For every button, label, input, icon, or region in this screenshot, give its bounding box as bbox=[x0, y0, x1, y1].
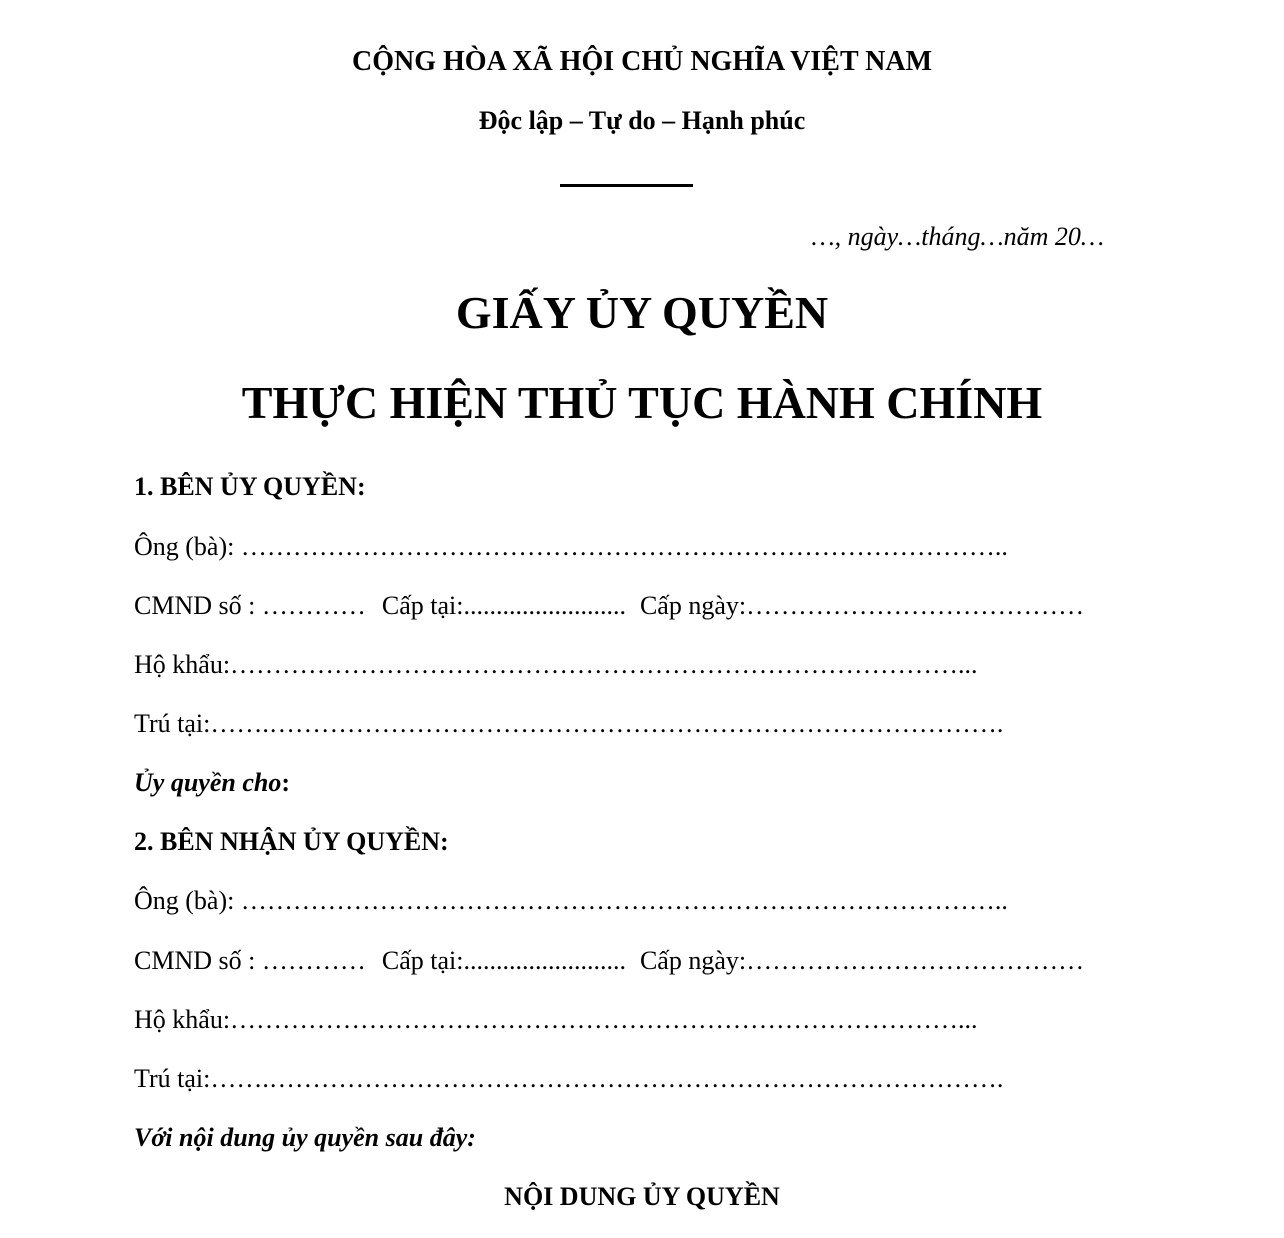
grantor-id-line bbox=[134, 591, 1084, 621]
content-heading: NỘI DUNG ỦY QUYỀN bbox=[504, 1182, 780, 1211]
national-motto: Độc lập – Tự do – Hạnh phúc bbox=[478, 106, 806, 135]
authorize-to-label: Ủy quyền cho bbox=[134, 768, 282, 797]
grantee-id-line bbox=[134, 946, 1084, 976]
grantee-id-date: Cấp ngày:………………………………… bbox=[639, 946, 1085, 975]
grantee-id-number: CMND số : ………… bbox=[134, 946, 366, 975]
section-heading-grantor: 1. BÊN ỦY QUYỀN: bbox=[134, 472, 366, 501]
grantor-name-line: Ông (bà): …………………………………………………………………………….. bbox=[134, 532, 1008, 561]
grantor-id-place: Cấp tại:......................... bbox=[381, 591, 626, 620]
grantor-id-date: Cấp ngày:………………………………… bbox=[639, 591, 1085, 620]
grantor-id-number: CMND số : ………… bbox=[134, 591, 366, 620]
document-subtitle: THỰC HIỆN THỦ TỤC HÀNH CHÍNH bbox=[241, 377, 1043, 428]
grantor-residence-line: Trú tại:…….…………………………………………………………………………. bbox=[134, 709, 1004, 738]
header-divider bbox=[560, 184, 693, 187]
grantee-name-line: Ông (bà): …………………………………………………………………………….. bbox=[134, 886, 1008, 915]
content-intro: Với nội dung ủy quyền sau đây: bbox=[134, 1123, 476, 1152]
grantee-residence-line: Trú tại:…….…………………………………………………………………………. bbox=[134, 1064, 1004, 1093]
authorize-to-line bbox=[134, 768, 290, 798]
grantor-household-line: Hộ khẩu:…………………………………………………………………………... bbox=[134, 650, 978, 679]
national-title: CỘNG HÒA XÃ HỘI CHỦ NGHĨA VIỆT NAM bbox=[351, 46, 933, 77]
grantee-household-line: Hộ khẩu:…………………………………………………………………………... bbox=[134, 1005, 978, 1034]
date-line: …, ngày…tháng…năm 20… bbox=[811, 222, 1104, 251]
grantee-id-place: Cấp tại:......................... bbox=[381, 946, 626, 975]
document-title: GIẤY ỦY QUYỀN bbox=[455, 287, 829, 338]
section-heading-grantee: 2. BÊN NHẬN ỦY QUYỀN: bbox=[134, 827, 449, 856]
authorize-to-colon: : bbox=[281, 768, 290, 797]
